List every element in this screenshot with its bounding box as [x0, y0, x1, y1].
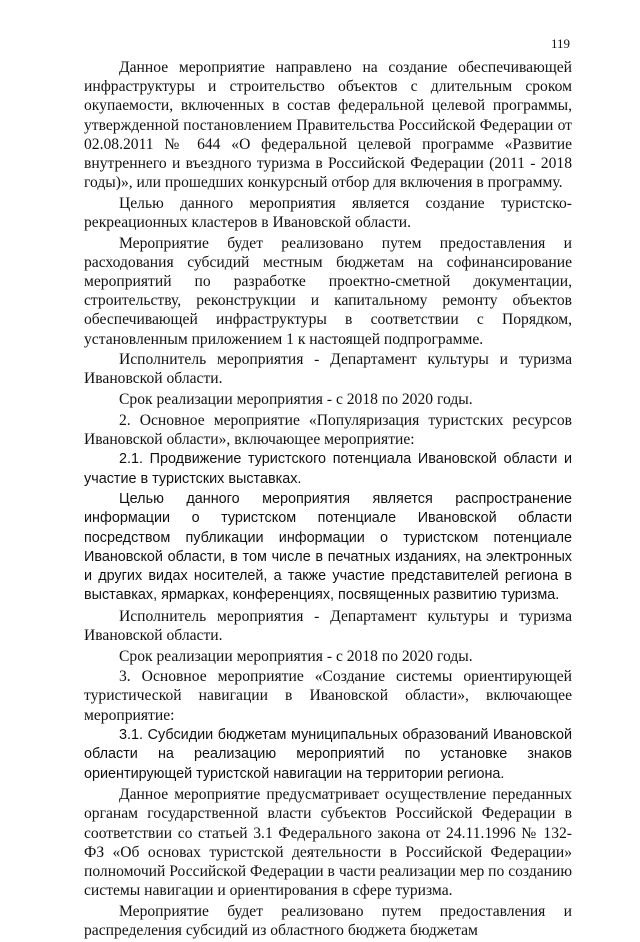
paragraph-8: Целью данного мероприятия является распространение информации о туристском потенциале Ивановской области посредством публикации информации о туристском потенциале Ивановской области, в том числе в печатных изданиях, на электронных и других видах носителей, а также участие представителей региона в выставках, ярмарках, конференциях, посвященных развитию туризма.	[84, 491, 572, 604]
paragraph-5: Срок реализации мероприятия - с 2018 по 2020 годы.	[119, 391, 473, 409]
paragraph-13: Данное мероприятие предусматривает осуществление переданных органам государственной власти субъектов Российской Федерации в соответствии со статьей 3.1 Федерального закона от 24.11.1996 № 132-ФЗ «Об основах туристской деятельности в Российской Федерации» полномочий Российской Федерации в части реализации мер по созданию системы навигации и ориентирования в сфере туризма.	[84, 786, 572, 900]
paragraph-9: Исполнитель мероприятия - Департамент культуры и туризма Ивановской области.	[84, 607, 572, 645]
paragraph-2: Целью данного мероприятия является создание туристско-рекреационных кластеров в Ивановской области.	[84, 194, 572, 232]
paragraph-14: Мероприятие будет реализовано путем предоставления и распределения субсидий из областного бюджета бюджетам	[84, 902, 572, 940]
body-text	[84, 58, 572, 942]
paragraph-12: 3.1. Субсидии бюджетам муниципальных образований Ивановской области на реализацию мероприятий по установке знаков ориентирующей туристской навигации на территории региона.	[84, 727, 572, 782]
paragraph-3: Мероприятие будет реализовано путем предоставления и расходования субсидий местным бюджетам на софинансирование мероприятий по разработке проектно-сметной документации, строительству, реконструкции и капитальному ремонту объектов обеспечивающей инфраструктуры в соответствии с Порядком, установленным приложением 1 к настоящей подпрограмме.	[84, 234, 572, 348]
paragraph-10: Срок реализации мероприятия - с 2018 по 2020 годы.	[119, 647, 473, 665]
paragraph-4: Исполнитель мероприятия - Департамент культуры и туризма Ивановской области.	[84, 351, 572, 388]
paragraph-11: 3. Основное мероприятие «Создание системы ориентирующей туристической навигации в Ивановской области», включающее мероприятие:	[84, 668, 572, 724]
paragraph-6: 2. Основное мероприятие «Популяризация туристских ресурсов Ивановской области», включающее мероприятие:	[84, 411, 572, 448]
page-number: 119	[550, 36, 570, 51]
paragraph-1: Данное мероприятие направлено на создание обеспечивающей инфраструктуры и строительство объектов с длительным сроком окупаемости, включенных в состав федеральной целевой программы, утвержденной постановлением Правительства Российской Федерации от 02.08.2011 № 644 «О федеральной целевой программе «Развитие внутреннего и въездного туризма в Российской Федерации (2011 - 2018 годы)», или прошедших конкурсный отбор для включения в программу.	[84, 59, 572, 192]
paragraph-7: 2.1. Продвижение туристского потенциала Ивановской области и участие в туристских выставках.	[84, 451, 572, 487]
